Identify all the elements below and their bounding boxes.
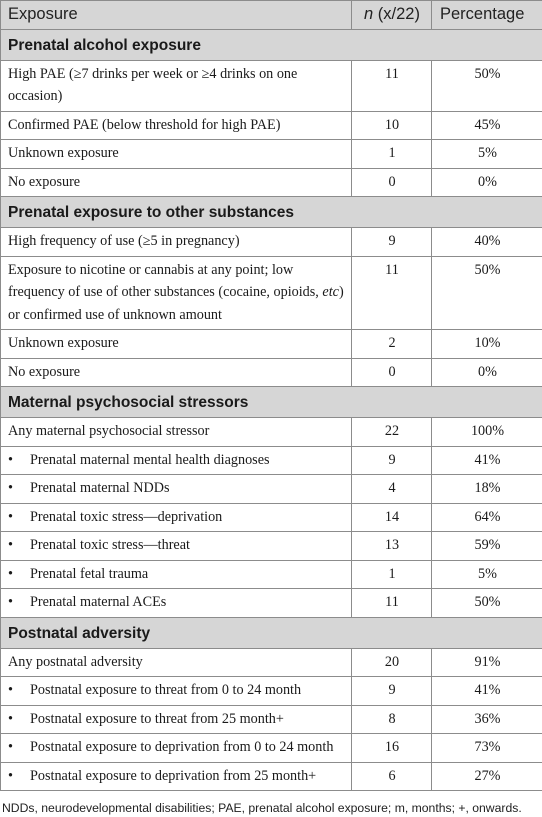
bullet-icon: •: [8, 449, 30, 472]
row-count: 11: [352, 589, 432, 618]
row-count: 11: [352, 60, 432, 111]
header-n-suffix: (x/22): [373, 5, 420, 23]
table-row: [1, 358, 542, 387]
section-title: Prenatal alcohol exposure: [1, 29, 542, 60]
row-label: Unknown exposure: [1, 140, 352, 169]
row-label: Prenatal maternal ACEs: [30, 591, 345, 614]
row-percentage: 41%: [432, 677, 542, 706]
section-title: Maternal psychosocial stressors: [1, 387, 542, 418]
table-row: [1, 256, 542, 330]
table-row: [1, 168, 542, 197]
row-count: 6: [352, 762, 432, 791]
section-header-row: [1, 197, 542, 228]
row-count: 0: [352, 358, 432, 387]
row-percentage: 0%: [432, 358, 542, 387]
section-header-row: [1, 617, 542, 648]
table-row: [1, 475, 542, 504]
row-label: No exposure: [1, 168, 352, 197]
bullet-icon: •: [8, 591, 30, 614]
row-count: 11: [352, 256, 432, 330]
bullet-icon: •: [8, 506, 30, 529]
row-count: 16: [352, 734, 432, 763]
bullet-icon: •: [8, 477, 30, 500]
row-label: Postnatal exposure to threat from 0 to 24 month: [30, 679, 345, 702]
row-count: 2: [352, 330, 432, 359]
header-n: [352, 1, 432, 30]
row-label-cell: [1, 503, 352, 532]
row-percentage: 59%: [432, 532, 542, 561]
header-n-italic: n: [364, 5, 373, 23]
row-label-cell: [1, 734, 352, 763]
header-percentage: Percentage: [432, 1, 542, 30]
row-count: 9: [352, 446, 432, 475]
row-label-cell: [1, 475, 352, 504]
table-row: [1, 705, 542, 734]
bullet-icon: •: [8, 563, 30, 586]
row-percentage: 64%: [432, 503, 542, 532]
row-percentage: 36%: [432, 705, 542, 734]
header-row: [1, 1, 542, 30]
row-percentage: 50%: [432, 589, 542, 618]
row-percentage: 41%: [432, 446, 542, 475]
row-count: 9: [352, 228, 432, 257]
row-label: No exposure: [1, 358, 352, 387]
row-count: 1: [352, 560, 432, 589]
table-row: [1, 532, 542, 561]
bullet-icon: •: [8, 765, 30, 788]
row-percentage: 5%: [432, 140, 542, 169]
row-percentage: 5%: [432, 560, 542, 589]
table-footnote: NDDs, neurodevelopmental disabilities; PAE, prenatal alcohol exposure; m, months; +, onwards.: [0, 791, 542, 817]
table-row: [1, 60, 542, 111]
row-label: High PAE (≥7 drinks per week or ≥4 drinks on one occasion): [1, 60, 352, 111]
row-label: Any postnatal adversity: [1, 648, 352, 677]
row-label: Postnatal exposure to threat from 25 month+: [30, 708, 345, 731]
row-label-cell: [1, 532, 352, 561]
row-percentage: 18%: [432, 475, 542, 504]
table-row: [1, 762, 542, 791]
row-count: 13: [352, 532, 432, 561]
row-count: 22: [352, 418, 432, 447]
row-percentage: 45%: [432, 111, 542, 140]
row-percentage: 73%: [432, 734, 542, 763]
row-label: Prenatal fetal trauma: [30, 563, 345, 586]
section-header-row: [1, 29, 542, 60]
row-label: Postnatal exposure to deprivation from 25 month+: [30, 765, 345, 788]
row-label: Confirmed PAE (below threshold for high PAE): [1, 111, 352, 140]
section-title: Postnatal adversity: [1, 617, 542, 648]
bullet-icon: •: [8, 736, 30, 759]
row-count: 20: [352, 648, 432, 677]
row-label-cell: [1, 589, 352, 618]
section-title: Prenatal exposure to other substances: [1, 197, 542, 228]
row-count: 14: [352, 503, 432, 532]
table-row: [1, 677, 542, 706]
row-label-cell: [1, 560, 352, 589]
row-label-cell: [1, 762, 352, 791]
row-percentage: 50%: [432, 256, 542, 330]
table-row: [1, 418, 542, 447]
row-label: Exposure to nicotine or cannabis at any point; low frequency of use of other substances (cocaine, opioids, etc) or confirmed use of unknown amount: [1, 256, 352, 330]
table-row: [1, 560, 542, 589]
section-header-row: [1, 387, 542, 418]
table-row: [1, 111, 542, 140]
table-row: [1, 503, 542, 532]
row-label: Any maternal psychosocial stressor: [1, 418, 352, 447]
row-label: Unknown exposure: [1, 330, 352, 359]
row-percentage: 27%: [432, 762, 542, 791]
row-percentage: 100%: [432, 418, 542, 447]
row-percentage: 40%: [432, 228, 542, 257]
row-count: 0: [352, 168, 432, 197]
row-count: 1: [352, 140, 432, 169]
table-row: [1, 330, 542, 359]
row-label: Postnatal exposure to deprivation from 0 to 24 month: [30, 736, 345, 759]
bullet-icon: •: [8, 708, 30, 731]
row-count: 8: [352, 705, 432, 734]
etc-italic: etc: [322, 284, 339, 300]
table-row: [1, 648, 542, 677]
table-body: [1, 29, 542, 791]
row-percentage: 91%: [432, 648, 542, 677]
row-label: Prenatal maternal mental health diagnoses: [30, 449, 345, 472]
row-label-cell: [1, 705, 352, 734]
row-label: Prenatal maternal NDDs: [30, 477, 345, 500]
header-exposure: Exposure: [1, 1, 352, 30]
row-label: High frequency of use (≥5 in pregnancy): [1, 228, 352, 257]
row-percentage: 0%: [432, 168, 542, 197]
bullet-icon: •: [8, 534, 30, 557]
row-count: 4: [352, 475, 432, 504]
row-count: 10: [352, 111, 432, 140]
table-row: [1, 228, 542, 257]
row-percentage: 50%: [432, 60, 542, 111]
row-count: 9: [352, 677, 432, 706]
row-label-cell: [1, 677, 352, 706]
row-percentage: 10%: [432, 330, 542, 359]
table-row: [1, 589, 542, 618]
row-label: Prenatal toxic stress—threat: [30, 534, 345, 557]
table-row: [1, 734, 542, 763]
table-row: [1, 446, 542, 475]
row-label: Prenatal toxic stress—deprivation: [30, 506, 345, 529]
row-label-cell: [1, 446, 352, 475]
table-row: [1, 140, 542, 169]
bullet-icon: •: [8, 679, 30, 702]
